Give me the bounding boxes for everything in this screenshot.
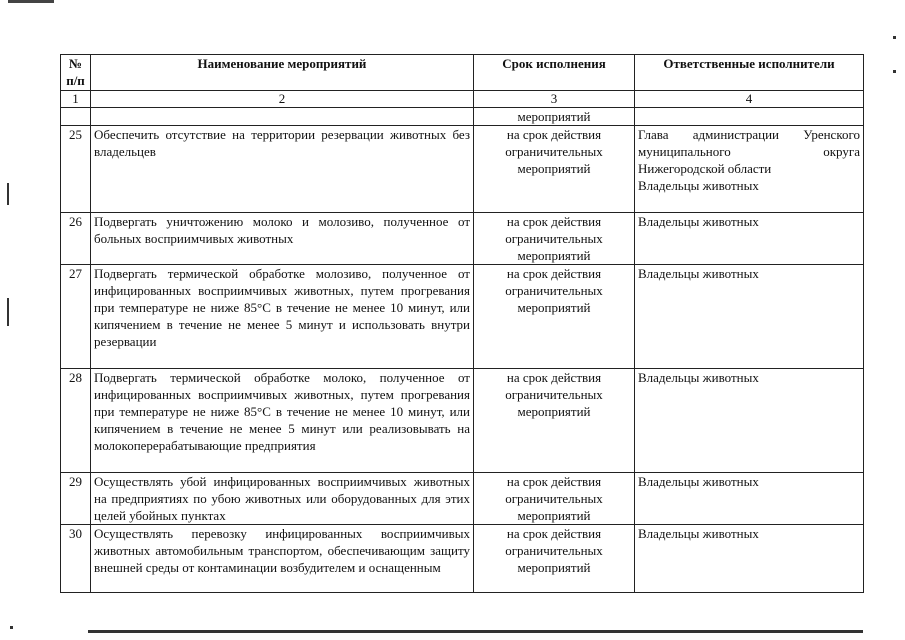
row-responsible: Владельцы животных	[635, 265, 864, 369]
row-name: Подвергать термической обработке молоко, полученное от инфицированных восприимчивых животных, путем прогревания при температуре не ниже 85°С в течение не менее 10 минут, или кипячением в течение не менее 5 минут или реализовывать на молокоперерабатывающие предприятия	[91, 369, 474, 473]
column-number-row	[61, 91, 864, 108]
scan-mark	[893, 36, 896, 39]
row-name: Обеспечить отсутствие на территории резервации животных без владельцев	[91, 126, 474, 213]
header-name: Наименование мероприятий	[91, 55, 474, 91]
row-term: на срок действия ограничительных мероприятий	[474, 525, 635, 593]
col-number: 4	[635, 91, 864, 108]
row-num: 30	[61, 525, 91, 593]
table-row	[61, 126, 864, 213]
scan-mark	[10, 626, 13, 629]
table-row	[61, 213, 864, 265]
row-term: на срок действия ограничительных мероприятий	[474, 265, 635, 369]
row-num: 25	[61, 126, 91, 213]
continuation-row	[61, 108, 864, 126]
header-num: № п/п	[61, 55, 91, 91]
header-term: Срок исполнения	[474, 55, 635, 91]
col-number: 3	[474, 91, 635, 108]
col-number: 1	[61, 91, 91, 108]
table-row	[61, 265, 864, 369]
row-term: на срок действия ограничительных мероприятий	[474, 473, 635, 525]
row-term: на срок действия ограничительных мероприятий	[474, 213, 635, 265]
row-num: 27	[61, 265, 91, 369]
responsible-head: Глава администрации Уренского муниципального округа Нижегородской области	[638, 127, 860, 176]
row-term: на срок действия ограничительных мероприятий	[474, 126, 635, 213]
scan-mark	[893, 70, 896, 73]
row-responsible: Владельцы животных	[635, 213, 864, 265]
top-rule	[8, 0, 54, 3]
row-name: Осуществлять перевозку инфицированных восприимчивых животных автомобильным транспортом, обеспечивающим защиту внешней среды от контаминации возбудителем и оснащенным	[91, 525, 474, 593]
measures-table	[60, 54, 864, 593]
row-num: 26	[61, 213, 91, 265]
table-header-row	[61, 55, 864, 91]
table-row	[61, 525, 864, 593]
row-term: на срок действия ограничительных мероприятий	[474, 369, 635, 473]
col-number: 2	[91, 91, 474, 108]
document-page	[60, 54, 863, 593]
row-num: 28	[61, 369, 91, 473]
row-responsible: Владельцы животных	[635, 473, 864, 525]
table-row	[61, 369, 864, 473]
continuation-term: мероприятий	[474, 108, 635, 126]
row-name: Подвергать уничтожению молоко и молозиво, полученное от больных восприимчивых животных	[91, 213, 474, 265]
table-row	[61, 473, 864, 525]
row-name: Осуществлять убой инфицированных восприимчивых животных на предприятиях по убою животных или оборудованных для этих целей убойных пунктах	[91, 473, 474, 525]
header-responsible: Ответственные исполнители	[635, 55, 864, 91]
row-name: Подвергать термической обработке молозиво, полученное от инфицированных восприимчивых животных, путем прогревания при температуре не ниже 85°С в течение не менее 10 минут, или кипячением в течение не менее 5 минут и использовать внутри резервации	[91, 265, 474, 369]
responsible-owners: Владельцы животных	[638, 178, 759, 193]
row-responsible: Владельцы животных	[635, 525, 864, 593]
scan-mark	[7, 183, 9, 205]
row-responsible: Владельцы животных	[635, 369, 864, 473]
row-responsible	[635, 126, 864, 213]
bottom-rule	[88, 630, 863, 633]
scan-mark	[7, 298, 9, 326]
row-num: 29	[61, 473, 91, 525]
